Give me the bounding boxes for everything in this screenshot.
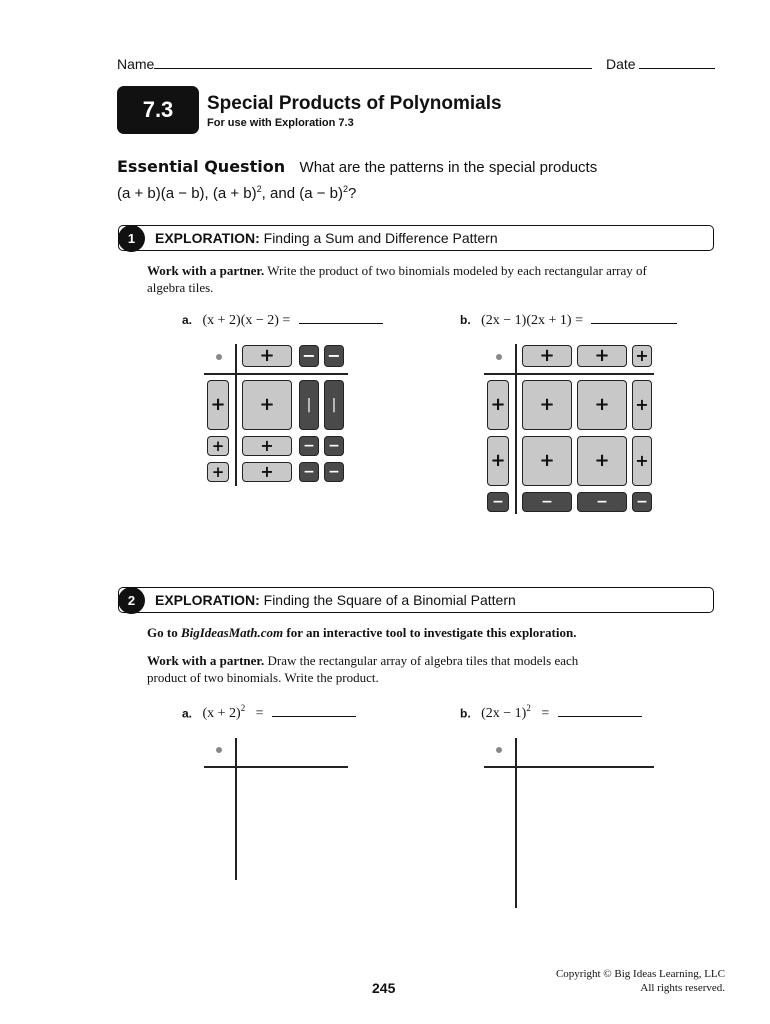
tile-x-squared-positive: + bbox=[242, 380, 292, 430]
tile-unit-negative: − bbox=[299, 436, 319, 456]
question-mark: ? bbox=[348, 185, 357, 202]
part-a-expression: (x + 2)(x − 2) = bbox=[202, 313, 291, 328]
tile-x-squared-positive: + bbox=[577, 380, 627, 430]
tile-x-squared-positive: + bbox=[522, 380, 572, 430]
exploration-2-instr: Draw the rectangular array of algebra tiles that models each product of two binomials. Write the product. bbox=[147, 653, 579, 685]
array-a-vertical-axis bbox=[235, 344, 237, 486]
tile-x-positive: + bbox=[632, 380, 652, 430]
part-b-answer-line[interactable] bbox=[591, 310, 677, 324]
tile-x-negative: | bbox=[324, 380, 344, 430]
part-a-answer-line[interactable] bbox=[299, 310, 383, 324]
goto-suffix: for an interactive tool to investigate this exploration. bbox=[286, 625, 577, 640]
tile-unit-negative: − bbox=[324, 436, 344, 456]
exploration-1-part-a bbox=[182, 310, 383, 329]
name-field[interactable] bbox=[117, 55, 592, 72]
tile-unit-positive: + bbox=[207, 436, 229, 456]
grid-a-origin-dot bbox=[216, 747, 222, 753]
tile-x-negative: | bbox=[299, 380, 319, 430]
copyright: Copyright © Big Ideas Learning, LLC bbox=[555, 968, 725, 980]
section-title: Special Products of Polynomials bbox=[207, 93, 502, 114]
tile-unit-positive: + bbox=[632, 345, 652, 367]
section-subtitle: For use with Exploration 7.3 bbox=[207, 117, 354, 129]
part-b-answer-line[interactable] bbox=[558, 703, 642, 717]
date-field[interactable] bbox=[606, 55, 715, 72]
array-a-horizontal-axis bbox=[204, 373, 348, 375]
exploration-1-label: EXPLORATION: bbox=[155, 230, 260, 246]
part-a-label: a. bbox=[182, 706, 193, 721]
tile-x-positive: + bbox=[207, 380, 229, 430]
tile-x-positive: + bbox=[242, 436, 292, 456]
exploration-2-title: Finding the Square of a Binomial Pattern bbox=[263, 592, 516, 608]
tile-x-positive: + bbox=[242, 462, 292, 482]
tile-unit-negative: − bbox=[487, 492, 509, 512]
exploration-1-instr-bold: Work with a partner. bbox=[147, 263, 265, 278]
date-label: Date bbox=[606, 56, 636, 72]
tile-x-negative: − bbox=[577, 492, 627, 512]
part-a-answer-line[interactable] bbox=[272, 703, 356, 717]
tile-x-negative: − bbox=[522, 492, 572, 512]
tile-x-positive: + bbox=[242, 345, 292, 367]
exponent-1: 2 bbox=[256, 184, 262, 194]
part-a-equals: = bbox=[255, 706, 264, 722]
tile-x-squared-positive: + bbox=[522, 436, 572, 486]
array-a-origin-dot bbox=[216, 354, 222, 360]
part-a-label: a. bbox=[182, 313, 193, 327]
tile-x-positive: + bbox=[577, 345, 627, 367]
part-b-equals: = bbox=[541, 706, 550, 722]
tile-x-positive: + bbox=[522, 345, 572, 367]
exploration-1-number: 1 bbox=[118, 225, 145, 252]
name-line[interactable] bbox=[154, 55, 592, 69]
exploration-2-number: 2 bbox=[118, 587, 145, 614]
exploration-2-part-a bbox=[182, 703, 356, 722]
tile-x-squared-positive: + bbox=[577, 436, 627, 486]
products-1: (a + b)(a − b), (a + b) bbox=[117, 185, 257, 202]
array-b-origin-dot bbox=[496, 354, 502, 360]
exploration-2-goto bbox=[147, 624, 576, 641]
goto-site-link[interactable]: BigIdeasMath.com bbox=[180, 625, 284, 640]
essential-question-products bbox=[117, 184, 356, 202]
name-label: Name bbox=[117, 56, 155, 72]
products-and: , and (a − b) bbox=[261, 185, 343, 202]
exploration-2-label: EXPLORATION: bbox=[155, 592, 260, 608]
section-number-badge: 7.3 bbox=[117, 86, 199, 134]
exploration-1-title: Finding a Sum and Difference Pattern bbox=[263, 230, 498, 246]
tile-unit-negative: − bbox=[299, 462, 319, 482]
rights: All rights reserved. bbox=[640, 982, 725, 994]
tile-unit-negative: − bbox=[299, 345, 319, 367]
array-b-horizontal-axis bbox=[484, 373, 654, 375]
grid-a-horizontal-axis bbox=[204, 766, 348, 768]
date-line[interactable] bbox=[639, 55, 715, 69]
part-b-label: b. bbox=[460, 706, 471, 721]
array-b-vertical-axis bbox=[515, 344, 517, 514]
grid-b-origin-dot bbox=[496, 747, 502, 753]
tile-x-positive: + bbox=[487, 380, 509, 430]
exploration-2-heading bbox=[155, 592, 516, 608]
exploration-1-part-b bbox=[460, 310, 677, 329]
exploration-2-instr-bold: Work with a partner. bbox=[147, 653, 265, 668]
part-b-label: b. bbox=[460, 313, 471, 327]
exploration-1-instr: Write the product of two binomials modeled by each rectangular array of algebra tiles. bbox=[147, 263, 647, 295]
tile-x-positive: + bbox=[632, 436, 652, 486]
grid-b-horizontal-axis bbox=[484, 766, 654, 768]
part-a-expression: (x + 2) bbox=[202, 706, 241, 722]
tile-unit-positive: + bbox=[207, 462, 229, 482]
exploration-1-instructions bbox=[147, 262, 647, 296]
page-number: 245 bbox=[372, 980, 396, 996]
grid-b-vertical-axis bbox=[515, 738, 517, 908]
exploration-2-part-b bbox=[460, 703, 642, 722]
part-a-exponent: 2 bbox=[240, 703, 246, 713]
exploration-1-heading bbox=[155, 230, 498, 246]
essential-question-text: What are the patterns in the special products bbox=[299, 159, 598, 176]
tile-x-positive: + bbox=[487, 436, 509, 486]
exponent-2: 2 bbox=[342, 184, 348, 194]
tile-unit-negative: − bbox=[324, 345, 344, 367]
tile-unit-negative: − bbox=[324, 462, 344, 482]
essential-question-label: Essential Question bbox=[117, 157, 286, 176]
goto-prefix: Go to bbox=[147, 625, 178, 640]
part-b-expression: (2x − 1)(2x + 1) = bbox=[481, 313, 583, 328]
grid-a-vertical-axis bbox=[235, 738, 237, 880]
part-b-expression: (2x − 1) bbox=[481, 706, 527, 722]
essential-question bbox=[117, 157, 597, 177]
part-b-exponent: 2 bbox=[526, 703, 531, 713]
exploration-2-instructions bbox=[147, 652, 617, 686]
tile-unit-negative: − bbox=[632, 492, 652, 512]
